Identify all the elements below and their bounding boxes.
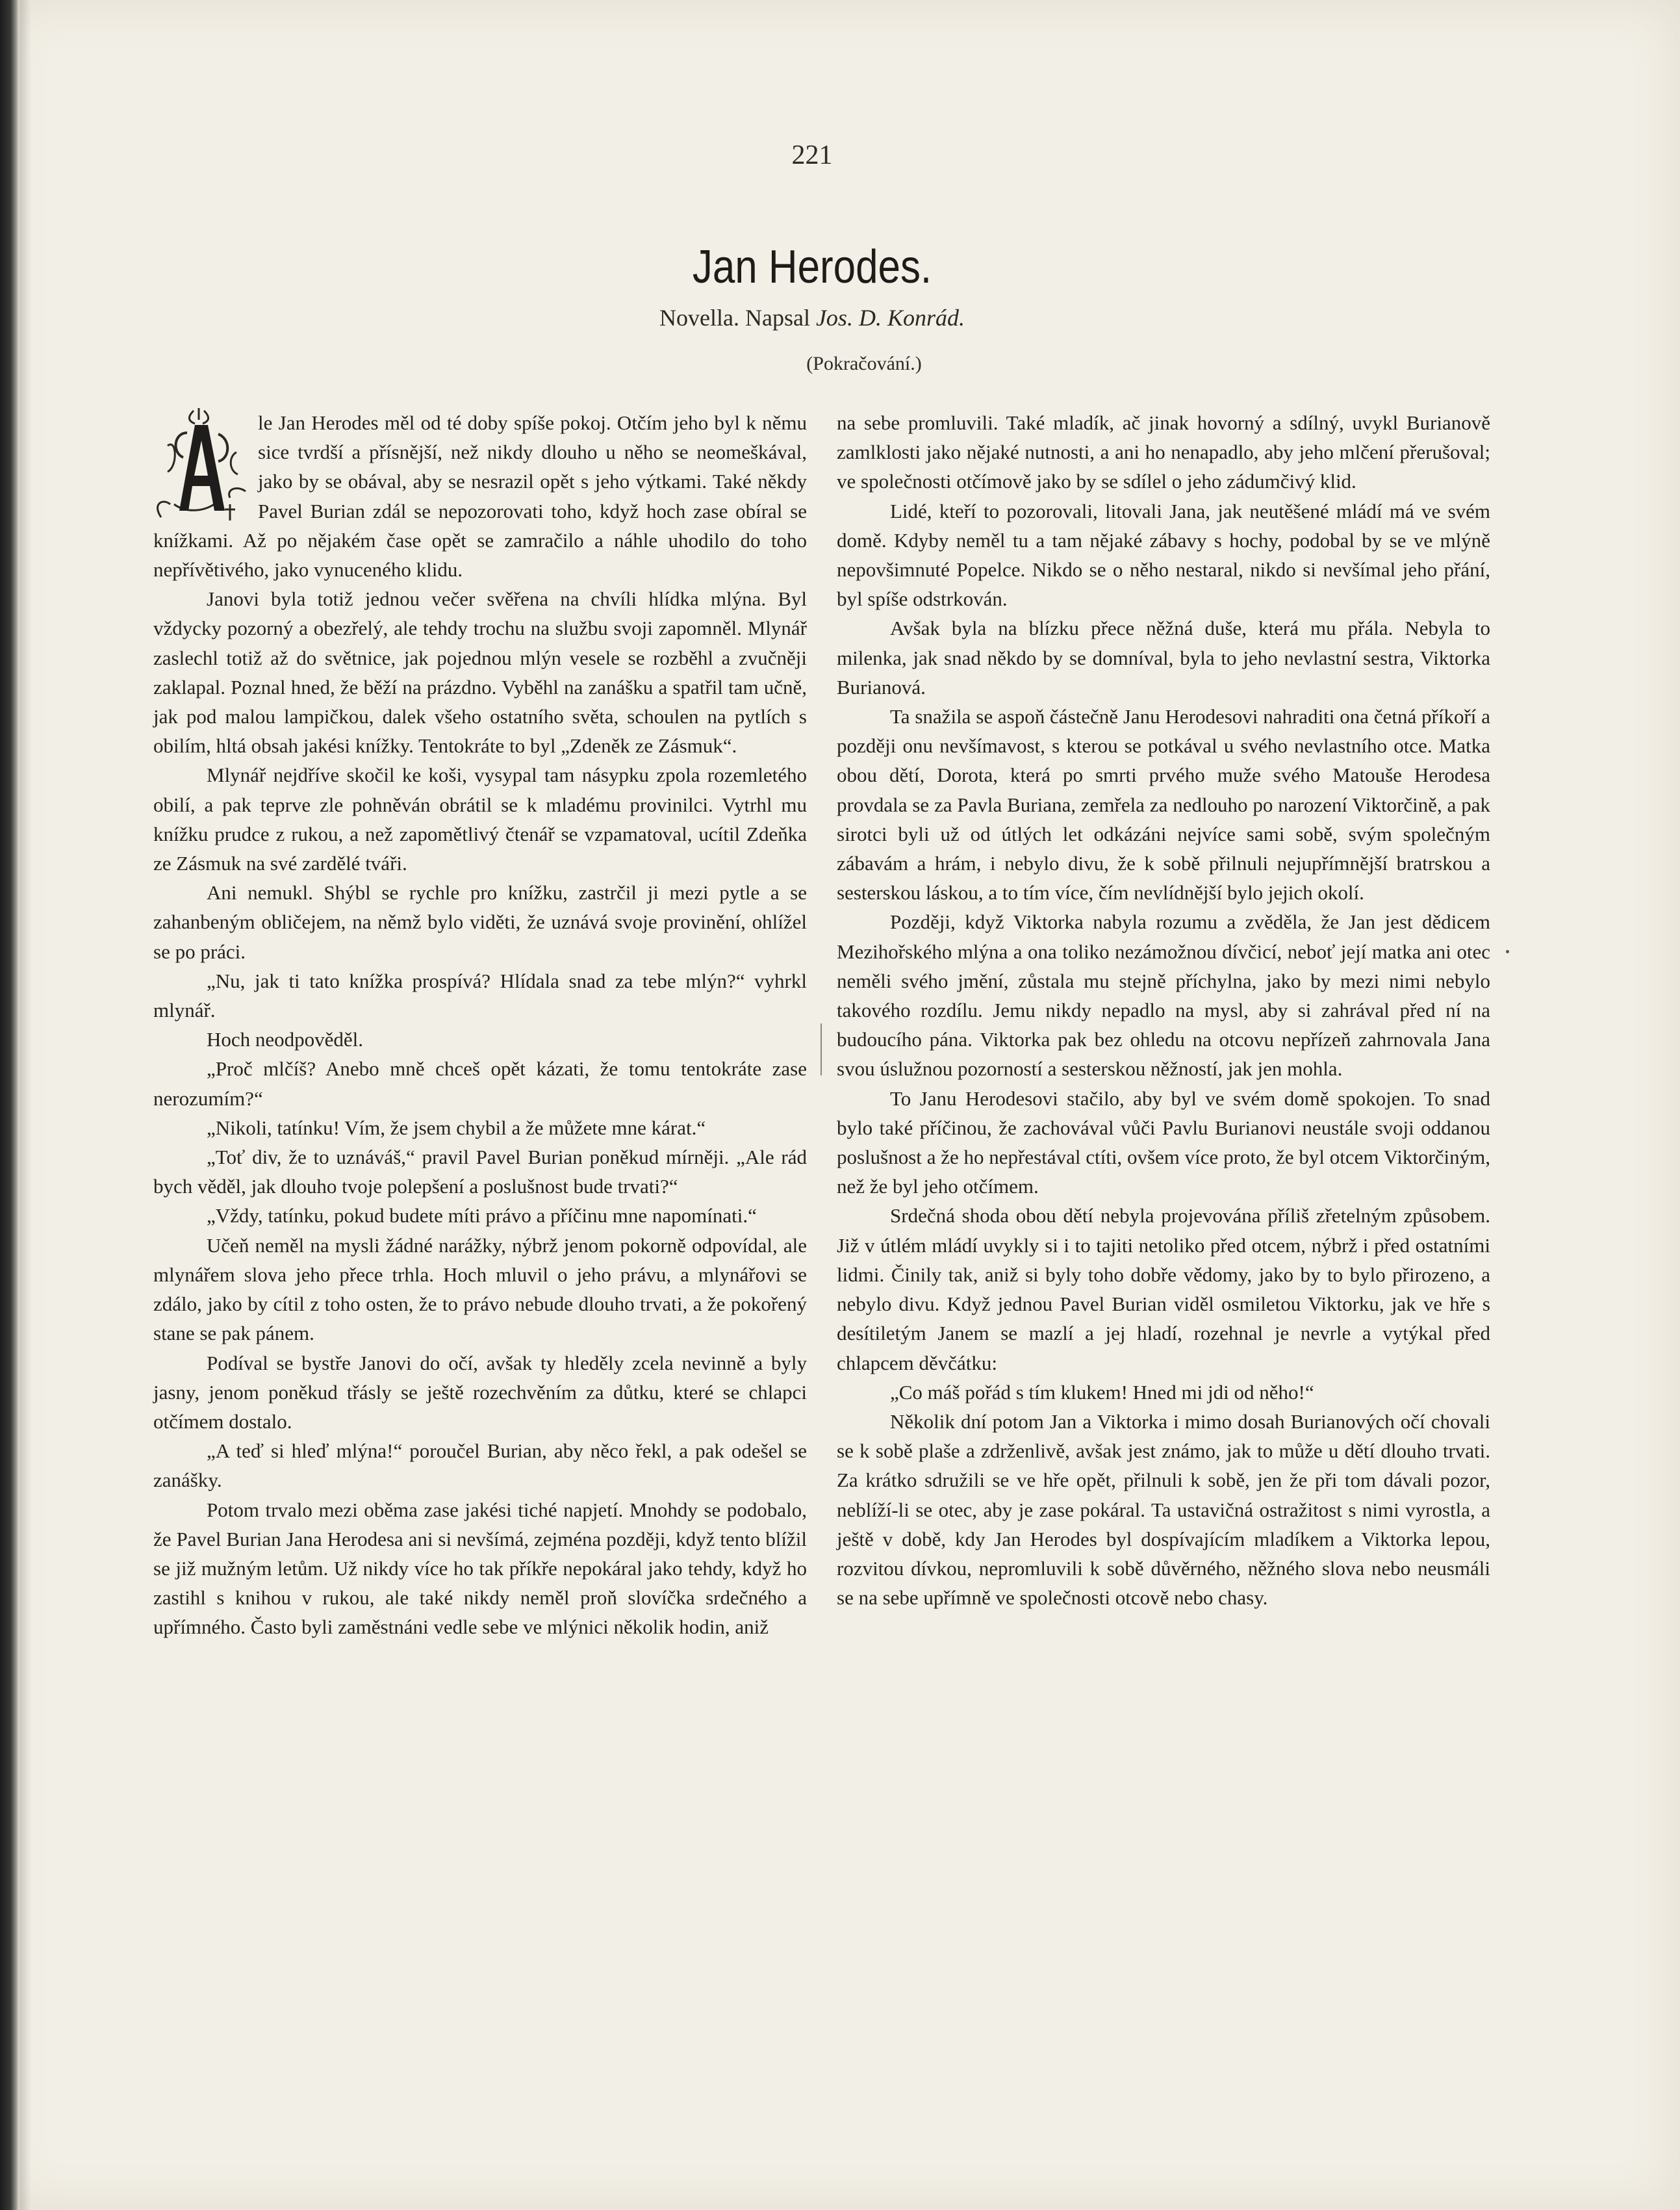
paragraph: „Nikoli, tatínku! Vím, že jsem chybil a že můžete mne kárat.“ bbox=[207, 1116, 706, 1139]
paragraph: Ani nemukl. Shýbl se rychle pro knížku, zastrčil ji mezi pytle a se zahanbeným obličejem, na němž bylo viděti, že uznává svoje provinění, ohlížel se po práci. bbox=[153, 881, 807, 963]
column-divider bbox=[821, 1023, 822, 1075]
paragraph: „Co máš pořád s tím klukem! Hned mi jdi od něho!“ bbox=[890, 1380, 1314, 1404]
book-binding-edge bbox=[0, 0, 19, 2210]
paragraph: To Janu Herodesovi stačilo, aby byl ve svém domě spokojen. To snad bylo také příčinou, že zachovával vůči Pavlu Burianovi neustále svoji oddanou poslušnost a že ho nepřestával ctíti, ovšem více proto, že byl otcem Viktorčiným, než že byl jeho otčímem. bbox=[837, 1086, 1490, 1198]
paragraph bbox=[153, 408, 807, 584]
ornamental-drop-cap-a-icon bbox=[148, 407, 249, 522]
paragraph-text: le Jan Herodes měl od té doby spíše pokoj. Otčím jeho byl k němu sice tvrdší a přísnější, než nikdy dlouho u něho se neomeškával, jako by se obával, aby se nesrazil opět s jeho výtkami. Také někdy Pavel Burian zdál se nepozorovati toho, když hoch zase obíral se knížkami. Až po nějakém čase opět se zamračilo a náhle uhodilo do toho nepřívětivého, jako vynuceného klidu. bbox=[153, 411, 807, 582]
article-title: Jan Herodes. bbox=[692, 241, 932, 293]
page-number: 221 bbox=[791, 140, 833, 170]
paragraph: Janovi byla totiž jednou večer svěřena na chvíli hlídka mlýna. Byl vždycky pozorný a obezřelý, ale tehdy trochu na službu svoji zapomněl. Mlynář zaslechl totiž až do světnice, jak pojednou mlýn vesele se rozběhl a zvučněji zaklapal. Poznal hned, že běží na prázdno. Vyběhl na zanášku a spatřil tam učně, jak pod malou lampičkou, dalek všeho ostatního světa, schoulen na pytlích s obilím, hltá obsah jakési knížky. Tentokráte to byl „Zdeněk ze Zásmuk“. bbox=[153, 587, 807, 758]
paragraph: „A teď si hleď mlýna!“ poroučel Burian, aby něco řekl, a pak odešel se zanášky. bbox=[153, 1439, 807, 1492]
paragraph: „Nu, jak ti tato knížka prospívá? Hlídala snad za tebe mlýn?“ vyhrkl mlynář. bbox=[153, 969, 807, 1022]
paragraph: „Proč mlčíš? Anebo mně chceš opět kázati, že tomu tentokráte zase nerozumím?“ bbox=[153, 1057, 807, 1110]
paragraph: Mlynář nejdříve skočil ke koši, vysypal tam násypku zpola rozemletého obilí, a pak teprve zle pohněván obrátil se k mladému provinilci. Vytrhl mu knížku prudce z rukou, a než zapomětlivý čtenář se vzpamatoval, ucítil Zdeňka ze Zásmuk na své zardělé tváři. bbox=[153, 764, 807, 875]
paragraph: Ta snažila se aspoň částečně Janu Herodesovi nahraditi ona četná příkoří a později onu nevšímavost, s kterou se potkával u svého nevlastního otce. Matka obou dětí, Dorota, která po smrti prvého muže svého Matouše Herodesa provdala se za Pavla Buriana, zemřela za nedlouho po narození Viktorčině, a pak sirotci byli už od útlých let odkázáni nejvíce sami sobě, svým společným zábavám a hrám, i nebylo divu, že k sobě přilnuli nejupřímnější bratrskou a sesterskou láskou, a to tím více, čím nevlídnější bylo jejich okolí. bbox=[837, 705, 1490, 905]
paragraph: Srdečná shoda obou dětí nebyla projevována příliš zřetelným způsobem. Již v útlém mládí uvykly si i to tajiti netoliko před otcem, nýbrž i před ostatními lidmi. Činily tak, aniž si byly toho dobře vědomy, jako by to bylo přirozeno, a nebylo divu. Když jednou Pavel Burian viděl osmiletou Viktorku, jak ve hře s desítiletým Janem se mazlí a jej hladí, rozehnal je nevrle a vytýkal před chlapcem děvčátku: bbox=[837, 1204, 1490, 1374]
subtitle-prefix: Novella. Napsal bbox=[659, 305, 810, 331]
binding-shadow bbox=[19, 0, 31, 2210]
paragraph: na sebe promluvili. Také mladík, ač jinak hovorný a sdílný, uvykl Burianově zamlklosti jako nějaké nutnosti, a ani ho nenapadlo, aby jeho mlčení přerušoval; ve společnosti otčímově jako by se sdílel o jeho zádumčivý klid. bbox=[837, 411, 1490, 493]
paragraph: Hoch neodpověděl. bbox=[207, 1028, 364, 1051]
continuation-note: (Pokračování.) bbox=[806, 353, 922, 374]
paragraph: „Toť div, že to uznáváš,“ pravil Pavel Burian poněkud mírněji. „Ale rád bych věděl, jak dlouho tvoje polepšení a poslušnost bude trvati?“ bbox=[153, 1146, 807, 1198]
paragraph: Učeň neměl na mysli žádné narážky, nýbrž jenom pokorně odpovídal, ale mlynářem slova jeho přece trhla. Hoch mluvil o jeho právu, a mlynářovi se zdálo, jako by cítil z toho osten, že to právo nebude dlouho trvati, a že pokořený stane se pak pánem. bbox=[153, 1233, 807, 1345]
paragraph: Několik dní potom Jan a Viktorka i mimo dosah Burianových očí chovali se k sobě plaše a zdrženlivě, avšak jest známo, jak to může u dětí dlouho trvati. Za krátko sdružili se ve hře opět, přilnuli k sobě, jen že při tom dávali pozor, neblíží-li se otec, aby je zase pokáral. Ta ustavičná ostražitost s nimi vyrostla, a ještě v době, kdy Jan Herodes byl dospívajícím mladíkem a Viktorka lepou, rozvitou dívkou, nepromluvili k sobě důvěrného, něžného slova nebo neusmáli se na sebe upřímně ve společnosti otcově nebo chasy. bbox=[837, 1409, 1490, 1610]
article-subtitle bbox=[520, 304, 1104, 331]
text-column-right bbox=[837, 408, 1490, 1612]
paragraph: Podíval se bystře Janovi do očí, avšak ty hleděly zcela nevinně a byly jasny, jenom poněkud třásly se ještě rozechvěním za důtku, které se chlapci otčímem dostalo. bbox=[153, 1351, 807, 1433]
paragraph: Lidé, kteří to pozorovali, litovali Jana, jak neutěšené mládí má ve svém domě. Kdyby neměl tu a tam nějaké zábavy s hochy, podobal by se ve mlýně nepovšimnuté Popelce. Nikdo se o něho nestaral, nikdo si nevšímal jeho přání, byl spíše odstrkován. bbox=[837, 499, 1490, 611]
text-column-left bbox=[153, 408, 807, 1642]
paragraph: Avšak byla na blízku přece něžná duše, která mu přála. Nebyla to milenka, jak snad někdo by se domníval, byla to jeho nevlastní sestra, Viktorka Burianová. bbox=[837, 617, 1490, 699]
author-name: Jos. D. Konrád. bbox=[815, 305, 965, 331]
paragraph: „Vždy, tatínku, pokud budete míti právo a příčinu mne napomínati.“ bbox=[207, 1204, 757, 1227]
paragraph: Potom trvalo mezi oběma zase jakési tiché napjetí. Mnohdy se podobalo, že Pavel Burian Jana Herodesa ani si nevšímá, zejména později, když tento blížil se již mužným letům. Už nikdy více ho tak příkře nepokáral jako tehdy, když ho zastihl s knihou v rukou, ale také nikdy neměl proň slovíčka srdečného a upřímného. Často byli zaměstnáni vedle sebe ve mlýnici několik hodin, aniž bbox=[153, 1498, 807, 1639]
paper-speck bbox=[1506, 950, 1509, 953]
paragraph: Později, když Viktorka nabyla rozumu a zvěděla, že Jan jest dědicem Mezihořského mlýna a ona toliko nezámožnou dívčicí, neboť její matka ani otec neměli svého jmění, zůstala mu stejně příchylna, jako by mezi nimi nebylo takového rozdílu. Jemu nikdy nepadlo na mysl, aby si zahrával před ní na budoucího pána. Viktorka pak bez ohledu na otcovu nepřízeň zahrnovala Jana svou úslužnou pozorností a sesterskou něžností, jak jen mohla. bbox=[837, 910, 1490, 1081]
